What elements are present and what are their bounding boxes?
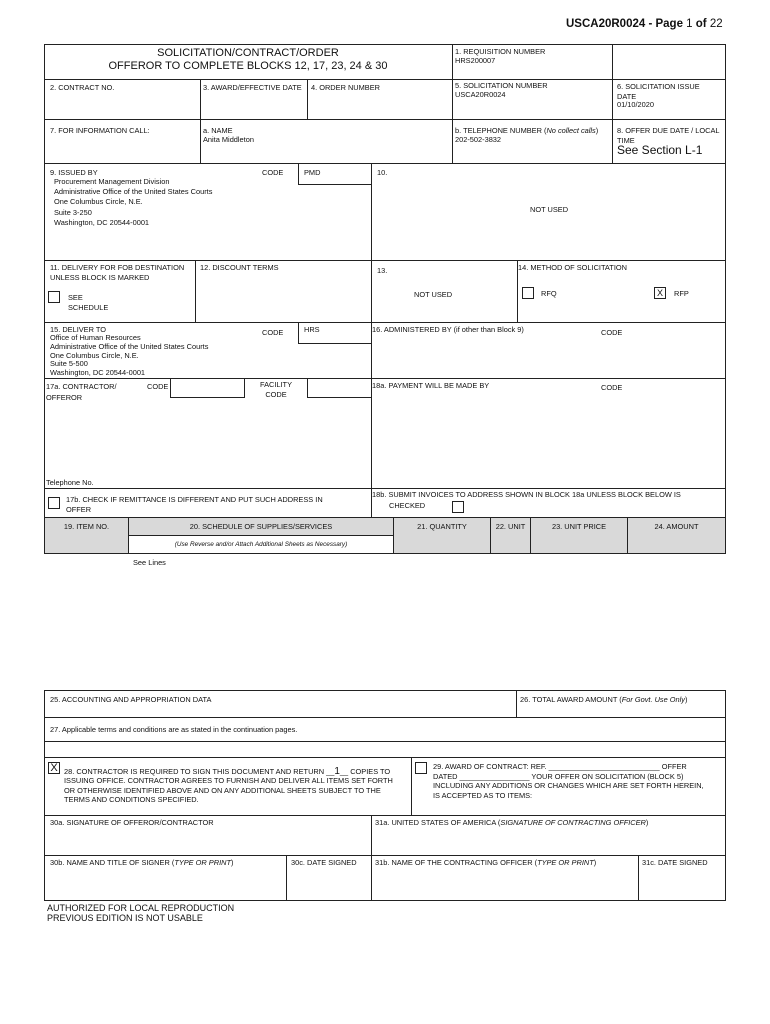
block17b-label: 17b. CHECK IF REMITTANCE IS DIFFERENT AND PUT SUCH ADDRESS IN OFFER [66, 495, 323, 514]
rfq-checkbox[interactable] [522, 287, 534, 299]
block15-label: 15. DELIVER TO [50, 325, 107, 334]
col-schedule-note: (Use Reverse and/or Attach Additional Sheets as Necessary) [174, 541, 348, 548]
block25-label: 25. ACCOUNTING AND APPROPRIATION DATA [50, 695, 212, 704]
block31b-label: 31b. NAME OF THE CONTRACTING OFFICER (TYPE OR PRINT) [375, 858, 597, 867]
block5-label: 5. SOLICITATION NUMBER [455, 81, 548, 90]
form-id: USCA20R0024 [566, 18, 646, 30]
col-quantity: 21. QUANTITY [417, 522, 467, 531]
block18a-label: 18a. PAYMENT WILL BE MADE BY [372, 381, 490, 390]
block10-label: 10. [377, 168, 388, 177]
form-frame-top [44, 44, 726, 554]
block10-value: NOT USED [530, 205, 569, 214]
rfp-label: RFP [674, 289, 689, 298]
block5-value: USCA20R0024 [455, 90, 506, 99]
col-unit: 22. UNIT [495, 522, 526, 531]
block9-label: 9. ISSUED BY [50, 168, 98, 177]
block31c-label: 31c. DATE SIGNED [642, 858, 708, 867]
block7-phone-value: 202-502-3832 [455, 135, 502, 144]
page-prefix: - Page [645, 18, 687, 30]
block17a-facility-label: FACILITY CODE [259, 380, 293, 399]
block30c-label: 30c. DATE SIGNED [291, 858, 357, 867]
block15-address: Office of Human Resources Administrative Office of the United States Courts One Columbus Circle, N.E. Suite 5-500 Washington, DC 20544-0001 [50, 333, 209, 378]
block16-label: 16. ADMINISTERED BY (if other than Block 9) [372, 325, 524, 334]
block8-value: See Section L-1 [617, 143, 703, 157]
col-item-no: 19. ITEM NO. [63, 522, 110, 531]
rfp-checkbox[interactable]: X [654, 287, 666, 299]
col-amount: 24. AMOUNT [654, 522, 699, 531]
block9-code-value: PMD [304, 168, 321, 177]
block9-address: Procurement Management Division Administrative Office of the United States Courts One Columbus Circle, N.E. Suite 3-250 Washington, DC 20544-0001 [54, 177, 213, 227]
block28-line1: 28. CONTRACTOR IS REQUIRED TO SIGN THIS DOCUMENT AND RETURN __1__ COPIES TO [64, 766, 391, 777]
page-total: 22 [709, 18, 723, 30]
block7-label: 7. FOR INFORMATION CALL: [50, 126, 150, 135]
facility-code-box[interactable] [307, 378, 372, 398]
block18a-code-label: CODE [601, 383, 623, 392]
block31a-label: 31a. UNITED STATES OF AMERICA (SIGNATURE OF CONTRACTING OFFICER) [375, 818, 649, 827]
block18b-label: 18b. SUBMIT INVOICES TO ADDRESS SHOWN IN BLOCK 18a UNLESS BLOCK BELOW IS [372, 490, 681, 499]
footer-line1: AUTHORIZED FOR LOCAL REPRODUCTION [47, 903, 235, 913]
block2-label: 2. CONTRACT NO. [50, 83, 115, 92]
page-of: of [692, 18, 710, 30]
block17a-label: 17a. CONTRACTOR/ OFFEROR [46, 382, 117, 402]
block9-code-label: CODE [262, 168, 284, 177]
block17a-code-label: CODE [147, 382, 169, 391]
block8-label: 8. OFFER DUE DATE / LOCAL TIME [617, 126, 720, 145]
block7-phone-label: b. TELEPHONE NUMBER (No collect calls) [455, 126, 599, 135]
block15-code-value: HRS [304, 325, 320, 334]
block30a-label: 30a. SIGNATURE OF OFFEROR/CONTRACTOR [50, 818, 214, 827]
block3-label: 3. AWARD/EFFECTIVE DATE [203, 83, 302, 92]
block7-name-label: a. NAME [203, 126, 233, 135]
col-schedule: 20. SCHEDULE OF SUPPLIES/SERVICES [189, 522, 333, 531]
rfq-label: RFQ [541, 289, 557, 298]
footer-line2: PREVIOUS EDITION IS NOT USABLE [47, 913, 203, 923]
block18b-checked-label: CHECKED [389, 501, 426, 510]
block27-label: 27. Applicable terms and conditions are as stated in the continuation pages. [50, 725, 298, 734]
block15-code-label: CODE [262, 328, 284, 337]
block11-checkbox[interactable] [48, 291, 60, 303]
form-title [44, 47, 452, 73]
block29-checkbox[interactable] [415, 762, 427, 774]
block13-label: 13. [377, 266, 388, 275]
block17b-checkbox[interactable] [48, 497, 60, 509]
block16-code-label: CODE [601, 328, 623, 337]
schedule-body-text: See Lines [133, 558, 166, 567]
block30b-label: 30b. NAME AND TITLE OF SIGNER (TYPE OR PRINT) [50, 858, 234, 867]
block11-label: 11. DELIVERY FOR FOB DESTINATION UNLESS BLOCK IS MARKED [50, 263, 185, 282]
block4-label: 4. ORDER NUMBER [311, 83, 380, 92]
block28-text: ISSUING OFFICE. CONTRACTOR AGREES TO FURNISH AND DELIVER ALL ITEMS SET FORTH OR OTHERWISE IDENTIFIED ABOVE AND ON ANY ADDITIONAL SHEETS SUBJECT TO THE TERMS AND CONDITIONS SPECIFIED. [64, 776, 393, 805]
contractor-code-box[interactable] [170, 378, 245, 398]
block14-label: 14. METHOD OF SOLICITATION [518, 263, 627, 272]
block17a-telephone-label: Telephone No. [46, 478, 94, 487]
block11-check-label: SEE SCHEDULE [68, 293, 109, 312]
block1-value: HRS200007 [455, 56, 496, 65]
block18b-checkbox[interactable] [452, 501, 464, 513]
page-header [566, 17, 723, 31]
copies-value: 1 [334, 766, 340, 777]
block7-name-value: Anita Middleton [203, 135, 254, 144]
block29-text: 29. AWARD OF CONTRACT: REF. ___________________________ OFFER DATED _________________ YOUR OFFER ON SOLICITATION (BLOCK 5) INCLUDING ANY ADDITIONS OR CHANGES WHICH ARE SET FORTH HEREIN, IS ACCEPTED AS TO ITEMS: [433, 762, 704, 800]
block28-checkbox[interactable]: X [48, 762, 60, 774]
block13-value: NOT USED [414, 290, 453, 299]
title-line1: SOLICITATION/CONTRACT/ORDER [157, 47, 339, 59]
title-line2: OFFEROR TO COMPLETE BLOCKS 12, 17, 23, 24 & 30 [108, 60, 388, 72]
block6-value: 01/10/2020 [617, 100, 654, 109]
col-unit-price: 23. UNIT PRICE [551, 522, 607, 531]
block6-label: 6. SOLICITATION ISSUE DATE [617, 82, 700, 101]
block1-label: 1. REQUISITION NUMBER [455, 47, 546, 56]
page-current: 1 [686, 18, 693, 30]
block12-label: 12. DISCOUNT TERMS [200, 263, 279, 272]
block26-label: 26. TOTAL AWARD AMOUNT (For Govt. Use Only) [520, 695, 688, 704]
